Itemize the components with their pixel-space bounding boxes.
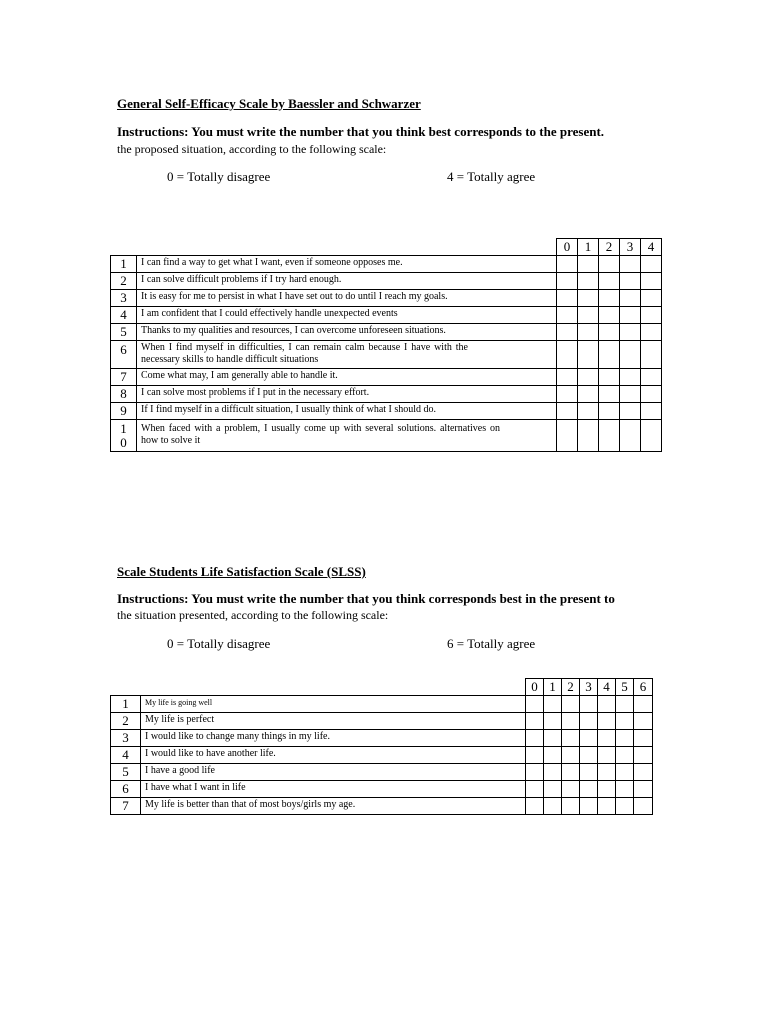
- item-text: When I find myself in difficulties, I can remain calm because I have with the necessary skills to handle difficult situations: [137, 341, 557, 369]
- table-row: [111, 341, 662, 369]
- scale2-title: Scale Students Life Satisfaction Scale (SLSS): [117, 564, 366, 579]
- answer-cell[interactable]: [562, 764, 580, 781]
- answer-cell[interactable]: [598, 747, 616, 764]
- answer-cell[interactable]: [620, 256, 641, 273]
- answer-cell[interactable]: [620, 369, 641, 386]
- answer-cell[interactable]: [557, 386, 578, 403]
- item-number: 5: [111, 764, 141, 781]
- answer-cell[interactable]: [578, 256, 599, 273]
- answer-cell[interactable]: [578, 324, 599, 341]
- answer-cell[interactable]: [641, 273, 662, 290]
- scale1-high-anchor: 4 = Totally agree: [447, 169, 536, 184]
- answer-cell[interactable]: [616, 798, 634, 815]
- answer-cell[interactable]: [578, 420, 599, 452]
- answer-cell[interactable]: [598, 798, 616, 815]
- item-number: 8: [111, 386, 137, 403]
- answer-cell[interactable]: [641, 307, 662, 324]
- answer-cell[interactable]: [580, 798, 598, 815]
- item-text: I have a good life: [141, 764, 526, 781]
- item-text: I have what I want in life: [141, 781, 526, 798]
- item-text: I can solve most problems if I put in the necessary effort.: [137, 386, 557, 403]
- answer-cell[interactable]: [562, 747, 580, 764]
- answer-cell[interactable]: [616, 696, 634, 713]
- item-text: If I find myself in a difficult situation, I usually think of what I should do.: [137, 403, 557, 420]
- answer-cell[interactable]: [599, 369, 620, 386]
- scale1-instruction: Instructions: You must write the number that you think best corresponds to the present.: [117, 124, 605, 139]
- answer-cell[interactable]: [634, 696, 653, 713]
- table-row: [111, 696, 653, 713]
- answer-cell[interactable]: [616, 730, 634, 747]
- answer-cell[interactable]: [557, 256, 578, 273]
- scale1-col-header: 2: [599, 239, 620, 256]
- answer-cell[interactable]: [599, 403, 620, 420]
- answer-cell[interactable]: [616, 764, 634, 781]
- scale1-table: [110, 238, 662, 452]
- item-text: My life is going well: [141, 696, 526, 713]
- table-row: [111, 730, 653, 747]
- table-row: [111, 273, 662, 290]
- answer-cell[interactable]: [599, 341, 620, 369]
- scale1-header-row: [111, 239, 662, 256]
- answer-cell[interactable]: [580, 696, 598, 713]
- answer-cell[interactable]: [620, 420, 641, 452]
- answer-cell[interactable]: [641, 420, 662, 452]
- answer-cell[interactable]: [620, 386, 641, 403]
- answer-cell[interactable]: [599, 386, 620, 403]
- answer-cell[interactable]: [620, 341, 641, 369]
- answer-cell[interactable]: [578, 273, 599, 290]
- item-number: 4: [111, 747, 141, 764]
- table-row: [111, 403, 662, 420]
- answer-cell[interactable]: [598, 781, 616, 798]
- item-number: 7: [111, 798, 141, 815]
- item-number: 2: [111, 273, 137, 290]
- answer-cell[interactable]: [562, 730, 580, 747]
- scale2-col-header: 5: [616, 679, 634, 696]
- answer-cell[interactable]: [526, 730, 544, 747]
- answer-cell[interactable]: [634, 764, 653, 781]
- answer-cell[interactable]: [526, 781, 544, 798]
- item-text: I can find a way to get what I want, even if someone opposes me.: [137, 256, 557, 273]
- answer-cell[interactable]: [557, 403, 578, 420]
- table-row: [111, 386, 662, 403]
- item-text: Come what may, I am generally able to handle it.: [137, 369, 557, 386]
- answer-cell[interactable]: [641, 256, 662, 273]
- item-number: 5: [111, 324, 137, 341]
- answer-cell[interactable]: [580, 730, 598, 747]
- answer-cell[interactable]: [557, 369, 578, 386]
- scale1-col-header: 1: [578, 239, 599, 256]
- item-number: 1: [111, 696, 141, 713]
- answer-cell[interactable]: [557, 324, 578, 341]
- table-row: [111, 256, 662, 273]
- scale2-high-anchor: 6 = Totally agree: [447, 636, 536, 651]
- table-row: [111, 747, 653, 764]
- item-text: I am confident that I could effectively handle unexpected events: [137, 307, 557, 324]
- item-number: 3: [111, 730, 141, 747]
- answer-cell[interactable]: [641, 341, 662, 369]
- item-text: Thanks to my qualities and resources, I can overcome unforeseen situations.: [137, 324, 557, 341]
- table-row: [111, 764, 653, 781]
- answer-cell[interactable]: [599, 420, 620, 452]
- scale1-col-header: 4: [641, 239, 662, 256]
- item-number: 6: [111, 341, 137, 369]
- answer-cell[interactable]: [578, 290, 599, 307]
- answer-cell[interactable]: [641, 290, 662, 307]
- answer-cell[interactable]: [634, 730, 653, 747]
- answer-cell[interactable]: [562, 696, 580, 713]
- answer-cell[interactable]: [599, 290, 620, 307]
- scale1-col-header: 3: [620, 239, 641, 256]
- answer-cell[interactable]: [578, 403, 599, 420]
- answer-cell[interactable]: [634, 713, 653, 730]
- answer-cell[interactable]: [544, 781, 562, 798]
- answer-cell[interactable]: [641, 369, 662, 386]
- answer-cell[interactable]: [526, 798, 544, 815]
- item-text: When faced with a problem, I usually come up with several solutions. alternatives on how to solve it: [137, 420, 557, 452]
- answer-cell[interactable]: [526, 747, 544, 764]
- answer-cell[interactable]: [598, 713, 616, 730]
- scale2-col-header: 2: [562, 679, 580, 696]
- answer-cell[interactable]: [544, 798, 562, 815]
- scale2-instruction-rest: the situation presented, according to the following scale:: [117, 608, 389, 622]
- answer-cell[interactable]: [598, 764, 616, 781]
- answer-cell[interactable]: [578, 307, 599, 324]
- answer-cell[interactable]: [557, 420, 578, 452]
- answer-cell[interactable]: [526, 696, 544, 713]
- answer-cell[interactable]: [580, 781, 598, 798]
- answer-cell[interactable]: [557, 273, 578, 290]
- scale2-instruction: Instructions: You must write the number that you think corresponds best in the present to: [117, 591, 615, 606]
- answer-cell[interactable]: [580, 747, 598, 764]
- item-number: 1 0: [111, 420, 137, 452]
- answer-cell[interactable]: [598, 730, 616, 747]
- answer-cell[interactable]: [616, 747, 634, 764]
- answer-cell[interactable]: [599, 256, 620, 273]
- answer-cell[interactable]: [616, 713, 634, 730]
- table-row: [111, 290, 662, 307]
- item-number: 2: [111, 713, 141, 730]
- scale1-low-anchor: 0 = Totally disagree: [167, 169, 271, 184]
- answer-cell[interactable]: [544, 730, 562, 747]
- answer-cell[interactable]: [544, 764, 562, 781]
- scale2-col-header: 3: [580, 679, 598, 696]
- answer-cell[interactable]: [599, 307, 620, 324]
- answer-cell[interactable]: [634, 781, 653, 798]
- scale2-header-row: [111, 679, 653, 696]
- scale2-col-header: 1: [544, 679, 562, 696]
- answer-cell[interactable]: [578, 369, 599, 386]
- item-text: It is easy for me to persist in what I have set out to do until I reach my goals.: [137, 290, 557, 307]
- scale2-col-header: 0: [526, 679, 544, 696]
- answer-cell[interactable]: [641, 403, 662, 420]
- answer-cell[interactable]: [620, 324, 641, 341]
- answer-cell[interactable]: [562, 713, 580, 730]
- item-text: My life is better than that of most boys/girls my age.: [141, 798, 526, 815]
- answer-cell[interactable]: [641, 386, 662, 403]
- answer-cell[interactable]: [562, 781, 580, 798]
- answer-cell[interactable]: [562, 798, 580, 815]
- answer-cell[interactable]: [620, 307, 641, 324]
- item-number: 1: [111, 256, 137, 273]
- answer-cell[interactable]: [634, 747, 653, 764]
- item-number: 3: [111, 290, 137, 307]
- answer-cell[interactable]: [578, 386, 599, 403]
- scale1-instruction-rest: the proposed situation, according to the following scale:: [117, 142, 387, 156]
- scale2-col-header: 4: [598, 679, 616, 696]
- table-row: [111, 781, 653, 798]
- scale2-col-header: 6: [634, 679, 653, 696]
- answer-cell[interactable]: [526, 713, 544, 730]
- item-number: 7: [111, 369, 137, 386]
- answer-cell[interactable]: [544, 696, 562, 713]
- answer-cell[interactable]: [598, 696, 616, 713]
- table-row: [111, 713, 653, 730]
- answer-cell[interactable]: [599, 324, 620, 341]
- answer-cell[interactable]: [599, 273, 620, 290]
- answer-cell[interactable]: [557, 341, 578, 369]
- scale1-col-header: 0: [557, 239, 578, 256]
- answer-cell[interactable]: [620, 290, 641, 307]
- table-row: [111, 324, 662, 341]
- table-row: [111, 798, 653, 815]
- answer-cell[interactable]: [616, 781, 634, 798]
- item-text: I can solve difficult problems if I try hard enough.: [137, 273, 557, 290]
- item-number: 6: [111, 781, 141, 798]
- answer-cell[interactable]: [578, 341, 599, 369]
- answer-cell[interactable]: [557, 307, 578, 324]
- item-text: I would like to have another life.: [141, 747, 526, 764]
- scale2-low-anchor: 0 = Totally disagree: [167, 636, 271, 651]
- table-row: [111, 307, 662, 324]
- answer-cell[interactable]: [544, 713, 562, 730]
- answer-cell[interactable]: [580, 764, 598, 781]
- answer-cell[interactable]: [580, 713, 598, 730]
- table-row: [111, 369, 662, 386]
- answer-cell[interactable]: [620, 273, 641, 290]
- answer-cell[interactable]: [544, 747, 562, 764]
- item-text: My life is perfect: [141, 713, 526, 730]
- scale2-table: [110, 678, 653, 815]
- item-text: I would like to change many things in my life.: [141, 730, 526, 747]
- table-row: [111, 420, 662, 452]
- answer-cell[interactable]: [634, 798, 653, 815]
- answer-cell[interactable]: [620, 403, 641, 420]
- answer-cell[interactable]: [557, 290, 578, 307]
- item-number: 4: [111, 307, 137, 324]
- item-number: 9: [111, 403, 137, 420]
- scale1-title: General Self-Efficacy Scale by Baessler and Schwarzer: [117, 96, 421, 111]
- answer-cell[interactable]: [641, 324, 662, 341]
- answer-cell[interactable]: [526, 764, 544, 781]
